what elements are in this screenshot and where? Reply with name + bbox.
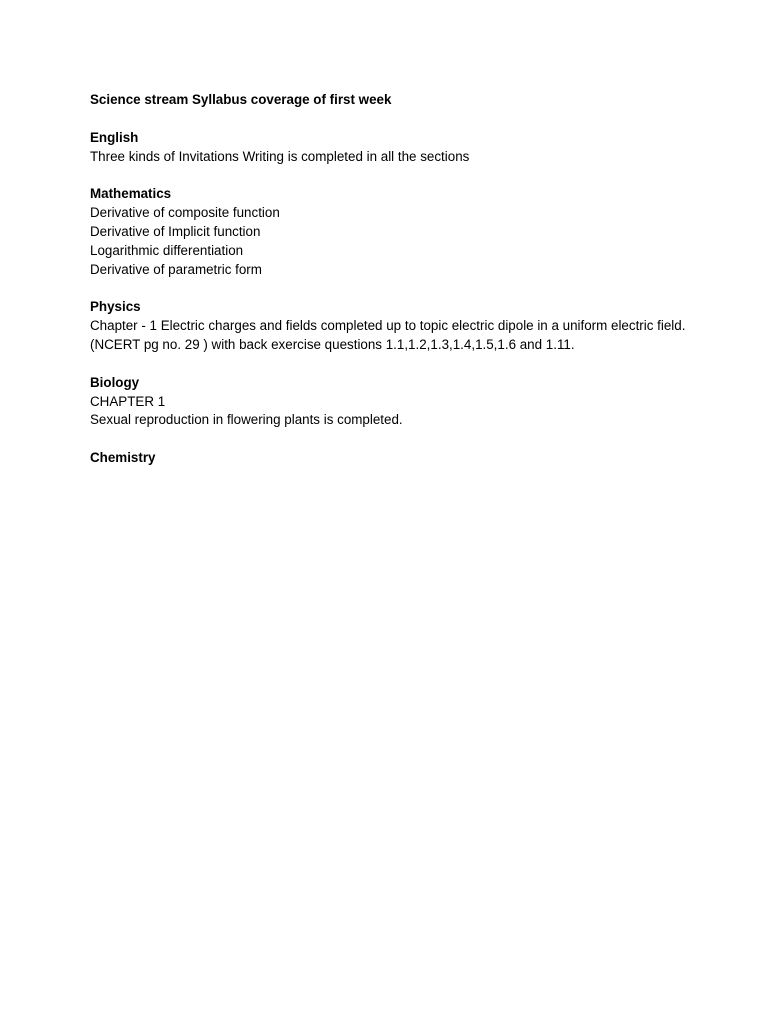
document-title: Science stream Syllabus coverage of first week (90, 92, 392, 107)
section-paragraph: Chapter - 1 Electric charges and fields completed up to topic electric dipole in a uniform electric field. (NCERT pg no. 29 ) with back exercise questions 1.1,1.2,1.3,1.4,1.5,1.6 and 1.11. (90, 318, 686, 352)
section-chemistry (90, 449, 690, 468)
section-line: Logarithmic differentiation (90, 242, 244, 258)
section-line: CHAPTER 1 (90, 393, 166, 409)
section-heading-physics: Physics (90, 299, 141, 315)
section-line: Three kinds of Invitations Writing is completed in all the sections (90, 148, 470, 164)
section-physics (90, 298, 690, 354)
section-heading-mathematics: Mathematics (90, 186, 172, 202)
section-heading-english: English (90, 129, 139, 145)
section-english (90, 129, 690, 167)
section-mathematics (90, 185, 690, 279)
section-heading-biology: Biology (90, 374, 140, 390)
section-biology (90, 374, 690, 430)
section-line: Derivative of Implicit function (90, 223, 261, 239)
section-line: Sexual reproduction in flowering plants is completed. (90, 412, 403, 428)
section-line: Derivative of parametric form (90, 261, 262, 277)
section-heading-chemistry: Chemistry (90, 450, 156, 466)
section-line: Derivative of composite function (90, 205, 280, 221)
document-body (90, 91, 690, 487)
